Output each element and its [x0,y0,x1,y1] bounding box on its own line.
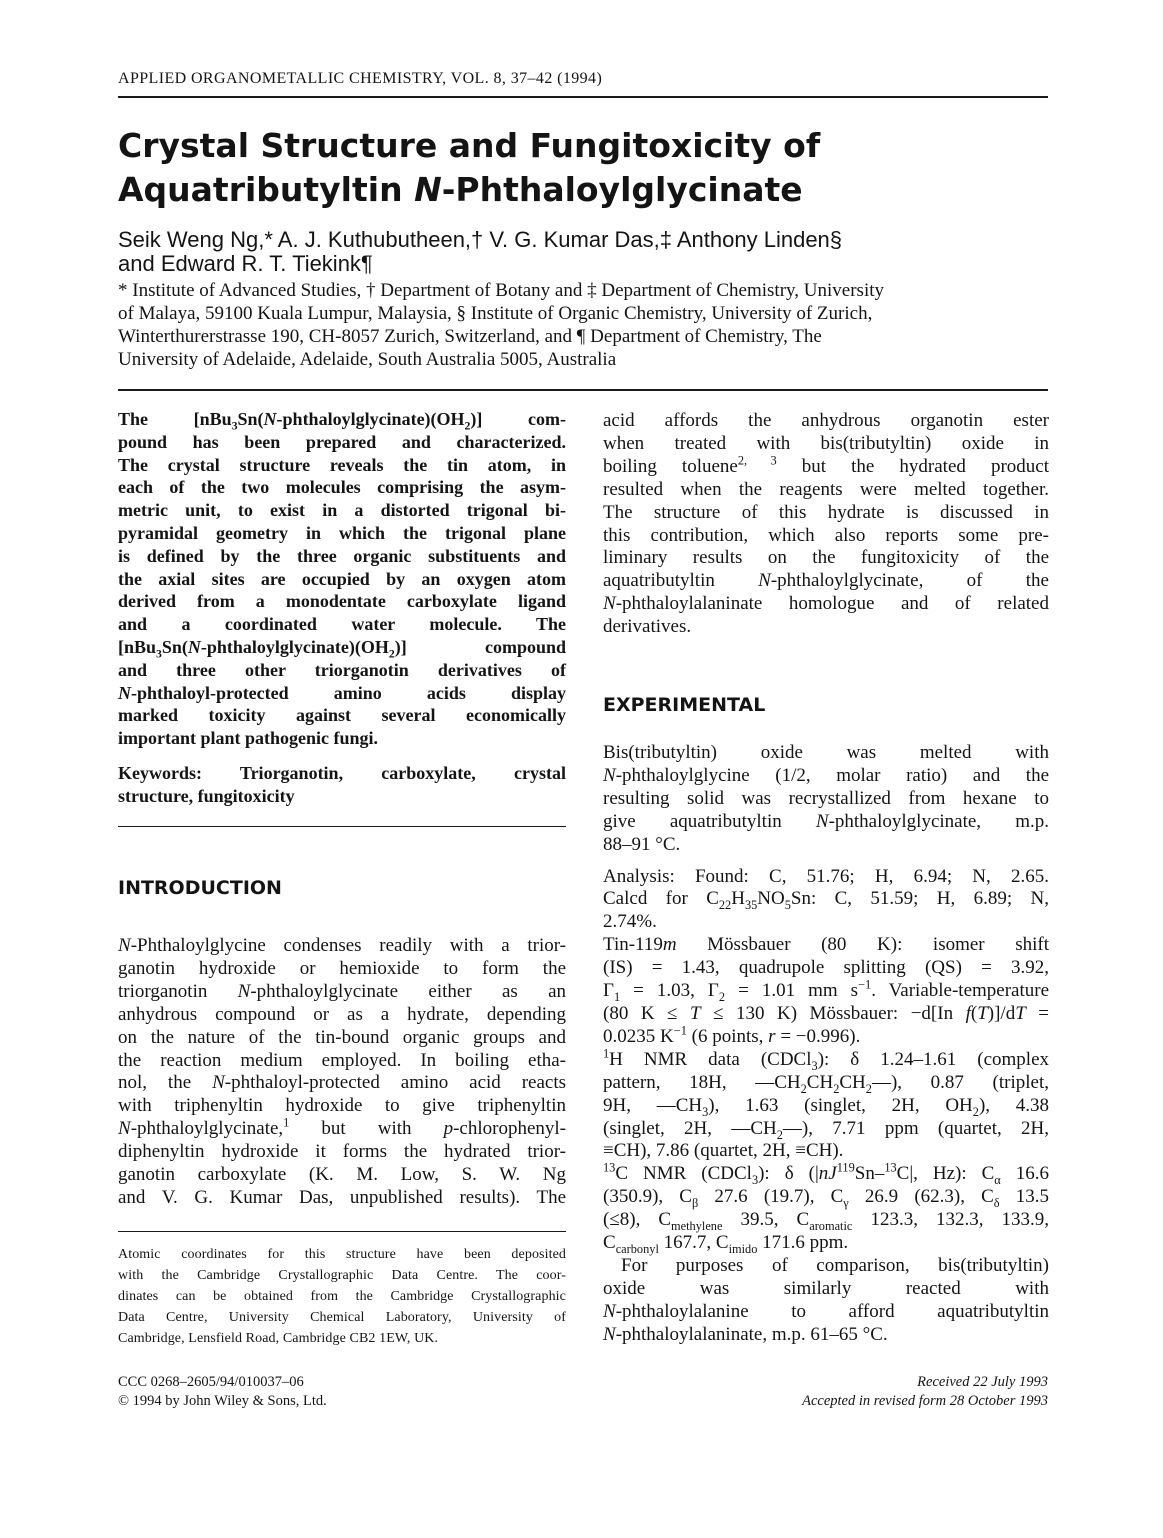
exp-line: resulting solid was recrystallized from hexane to [603,787,1049,809]
mossbauer-line: Tin-119m Mössbauer (80 K): isomer shift [603,934,1049,956]
h-nmr-line: pattern, 18H, $—CH_2CH_2CH_2—$), 0.87 (triplet, [603,1071,1049,1096]
intro-line: and V. G. Kumar Das, unpublished results). The [118,1186,566,1208]
intro-line: N-phthaloylglycinate,$^1$ but with p-chlorophenyl- [118,1115,566,1140]
manuscript-dates [700,1373,1048,1411]
abstract-line: marked toxicity against several economically [118,705,566,726]
exp-line: Bis(tributyltin) oxide was melted with [603,742,1049,763]
affiliation-line: University of Adelaide, Adelaide, South Australia 5005, Australia [118,349,617,370]
intro-line: triorganotin N-phthaloylglycinate either as an [118,980,567,1002]
intro-line: nol, the N-phthaloyl-protected amino acid reacts [118,1072,567,1094]
article-title [118,124,1048,212]
mossbauer-line: (80 K ≤ T ≤ 130 K) Mössbauer: −d[In f(T)]/dT = [603,1002,1049,1024]
footnote-line: Data Centre, University Chemical Laboratory, University of [118,1310,566,1325]
affiliation-rule [118,389,1048,391]
analysis-line: Calcd for $C_{22}H_{35}NO_5Sn$: C, 51.59; H, 6.89; N, [603,888,1049,913]
mossbauer-line: $\Gamma_1 = 1.03$, $\Gamma_2 = 1.01$ mm $s^{-1}$. Variable-temperature [603,977,1050,1004]
keywords-line: structure, fungitoxicity [118,786,295,806]
ccc-code: CCC 0268–2605/94/010037–06 [118,1374,304,1390]
comparison-line: N-phthaloylalaninate, m.p. 61–65 °C. [603,1323,888,1345]
exp-line: 88–91 °C. [603,833,681,855]
footnote-line: Cambridge, Lensfield Road, Cambridge CB2 1EW, UK. [118,1331,439,1346]
comparison-line: N-phthaloylalanine to afford aquatributyltin [603,1300,1049,1322]
c-nmr-line: $^{13}$C NMR (CDCl$_3$): δ ($|nJ^{119}Sn-^{13}C|$, Hz): $C_\alpha$ 16.6 [603,1160,1049,1188]
authors-line-2: and Edward R. T. Tiekink¶ [118,251,373,276]
affiliation-line: Winterthurerstrasse 190, CH-8057 Zurich, Switzerland, and ¶ Department of Chemistry, The [118,326,822,347]
c-nmr-line: (≤8), $C_{methylene}$ 39.5, $C_{aromatic}$ 123.3, 132.3, 133.9, [603,1209,1049,1233]
intro-cont-line: when treated with bis(tributyltin) oxide in [603,432,1049,454]
abstract-line: and a coordinated water molecule. The [118,614,566,635]
keywords [118,762,566,808]
journal-header: APPLIED ORGANOMETALLIC CHEMISTRY, VOL. 8, 37–42 (1994) [118,70,603,87]
h-nmr-line: $^1$H NMR data (CDCl$_3$): δ 1.24–1.61 (complex [603,1046,1050,1073]
footnote-line: dinates can be obtained from the Cambridge Crystallographic [118,1289,566,1304]
h-nmr-line: 9H, $—CH_3$), 1.63 (singlet, 2H, $OH_2$), 4.38 [603,1094,1050,1119]
footnote [118,1244,566,1349]
intro-cont-line: N-phthaloylalaninate homologue and of related [603,593,1049,615]
intro-cont-line: boiling toluene$^{2, 3}$ but the hydrated product [603,453,1049,477]
abstract-line: N-phthaloyl-protected amino acids display [118,682,566,703]
exp-line: give aquatributyltin N-phthaloylglycinate, m.p. [603,810,1049,832]
abstract-line: derived from a monodentate carboxylate ligand [118,591,566,612]
intro-line: anhydrous compound or as a hydrate, depending [118,1003,566,1025]
introduction-continued [603,410,1049,639]
abstract-line: The crystal structure reveals the tin atom, in [118,454,566,475]
intro-cont-line: The structure of this hydrate is discussed in [603,501,1049,523]
intro-line: diphenyltin hydroxide it forms the hydrated trior- [118,1141,566,1163]
intro-cont-line: aquatributyltin N-phthaloylglycinate, of the [603,570,1049,592]
footnote-line: with the Cambridge Crystallographic Data Centre. The coor- [118,1268,566,1283]
keywords-line: Keywords: Triorganotin, carboxylate, crystal [118,763,566,783]
analysis-line: Analysis: Found: C, 51.76; H, 6.94; N, 2.65. [603,865,1049,887]
header-rule [118,96,1048,98]
introduction-heading: INTRODUCTION [118,877,282,899]
experimental-heading: EXPERIMENTAL [603,694,766,716]
intro-line: ganotin hydroxide or hemioxide to form the [118,957,566,979]
affiliation-line: of Malaya, 59100 Kuala Lumpur, Malaysia, § Institute of Organic Chemistry, University of Zurich, [118,303,873,324]
abstract-line: pyramidal geometry in which the trigonal plane [118,522,566,543]
exp-line: N-phthaloylglycine (1/2, molar ratio) and the [603,764,1049,786]
abstract-line: $[nBu_3Sn(N-phthaloylglycinate)(OH_2)]$ compound [118,636,566,661]
copyright-line: © 1994 by John Wiley & Sons, Ltd. [118,1393,327,1409]
comparison-line: For purposes of comparison, bis(tributyltin) [621,1254,1049,1276]
abstract-line: pound has been prepared and characterized. [118,431,566,452]
abstract-line: The $[nBu_3Sn(N-phthaloylglycinate)(OH_2)]$ com- [118,409,567,433]
footnote-rule [118,1231,566,1232]
abstract [118,408,566,750]
title-line-1: Crystal Structure and Fungitoxicity of [118,126,821,165]
author-list [118,228,1058,276]
abstract-rule [118,826,566,827]
intro-cont-line: acid affords the anhydrous organotin ester [603,410,1049,431]
received-date: Received 22 July 1993 [917,1374,1048,1390]
mossbauer-line: 0.0235 $K^{-1}$ (6 points, r = −0.996). [603,1023,861,1047]
intro-cont-line: resulted when the reagents were melted together. [603,478,1049,500]
intro-cont-line: liminary results on the fungitoxicity of the [603,547,1049,569]
abstract-line: the axial sites are occupied by an oxygen atom [118,568,566,589]
authors-line-1: Seik Weng Ng,* A. J. Kuthubutheen,† V. G. Kumar Das,‡ Anthony Linden§ [118,227,843,252]
abstract-line: metric unit, to exist in a distorted trigonal bi- [118,500,566,521]
intro-line: the reaction medium employed. In boiling etha- [118,1049,566,1071]
abstract-line: and three other triorganotin derivatives of [118,659,566,680]
intro-cont-line: this contribution, which also reports some pre- [603,524,1049,546]
intro-line: ganotin carboxylate (K. M. Low, S. W. Ng [118,1164,566,1186]
intro-line: N-Phthaloylglycine condenses readily with a trior- [118,935,566,956]
abstract-line: important plant pathogenic fungi. [118,728,379,749]
analysis-line: 2.74%. [603,911,657,933]
experimental-text [603,742,1049,1347]
intro-cont-line: derivatives. [603,616,692,638]
c-nmr-line: $C_{carbonyl}$ 167.7, $C_{imido}$ 171.6 ppm. [603,1232,849,1256]
introduction-text [118,935,566,1210]
h-nmr-line: ≡CH), 7.86 (quartet, 2H, ≡CH). [603,1140,844,1162]
abstract-line: is defined by the three organic substituents and [118,545,566,566]
h-nmr-line: (singlet, 2H, $—CH_2—$), 7.71 ppm (quartet, 2H, [603,1117,1050,1142]
comparison-line: oxide was similarly reacted with [603,1277,1049,1299]
title-line-2: Aquatributyltin N-Phthaloylglycinate [118,170,803,209]
copyright-notice [118,1373,327,1411]
footnote-line: Atomic coordinates for this structure have been deposited [118,1247,566,1262]
intro-line: with triphenyltin hydroxide to give triphenyltin [118,1095,566,1117]
affiliation-line: * Institute of Advanced Studies, † Department of Botany and ‡ Department of Chemistry, University [118,280,885,301]
c-nmr-line: (350.9), $C_\beta$ 27.6 (19.7), $C_\gamma$ 26.9 (62.3), $C_\delta$ 13.5 [603,1186,1050,1211]
accepted-date: Accepted in revised form 28 October 1993 [802,1393,1048,1409]
mossbauer-line: (IS) = 1.43, quadrupole splitting (QS) = 3.92, [603,957,1049,979]
abstract-line: each of the two molecules comprising the asym- [118,477,566,498]
intro-line: on the nature of the tin-bound organic groups and [118,1026,566,1048]
affiliations [118,279,1058,371]
